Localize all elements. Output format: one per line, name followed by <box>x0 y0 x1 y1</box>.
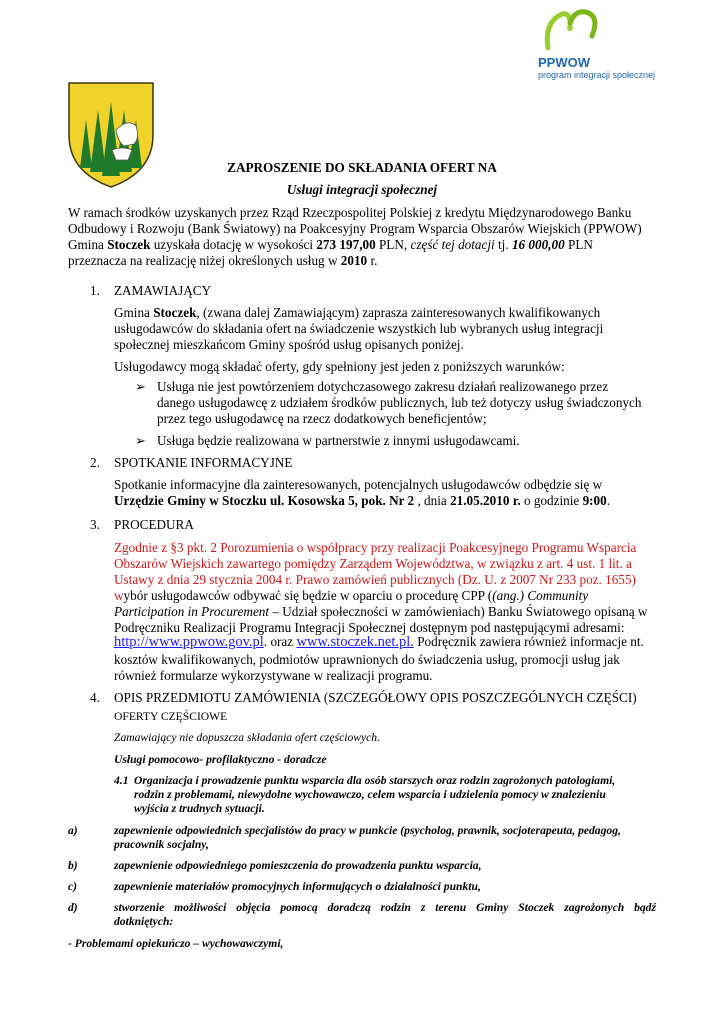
item-d-line1: stworzenie możliwości objęcia pomocą doradczą rodzin z terenu Gminy Stoczek zagrożonych bądź <box>114 901 656 914</box>
s1-bullet1-line1: Usługa nie jest powtórzeniem dotychczasowego zakresu działań realizowanego przez <box>157 379 609 394</box>
bullet-arrow-icon: ➢ <box>135 379 147 394</box>
stoczek-link[interactable]: www.stoczek.net.pl. <box>296 634 414 650</box>
s2-line1: Spotkanie informacyjne dla zainteresowanych, potencjalnych usługodawców odbędzie się w <box>114 477 603 492</box>
intro-line-1: W ramach środków uzyskanych przez Rząd Rzeczpospolitej Polskiej z kredytu Międzynarodowego Banku <box>68 205 632 220</box>
s1-para1-line2: usługodawców do składania ofert na świadczenie wszystkich lub wybranych usług integracji <box>114 321 604 336</box>
s1-para1-line3: społecznej mieszkańcom Gminy spośród usług opisanych poniżej. <box>114 337 464 352</box>
item-a-marker: a) <box>68 824 78 837</box>
intro-line-3: Gmina Stoczek uzyskała dotację w wysokości 273 197,00 PLN, część tej dotacji tj. 16 000,00 PLN <box>68 237 593 252</box>
section-4-heading: OPIS PRZEDMIOTU ZAMÓWIENIA (SZCZEGÓŁOWY OPIS POSZCZEGÓLNYCH CZĘŚCI) <box>114 690 637 705</box>
ppwow-logo-icon <box>540 8 610 58</box>
ppwow-logo-tagline: program integracji społecznej <box>538 70 656 80</box>
s3-line7: http://www.ppwow.gov.pl. oraz www.stoczek.net.pl. Podręcznik zawiera również informacje nt. <box>114 634 644 650</box>
s1-bullet1-line3: przez tego usługodawcę na rzecz dodatkowych beneficjentów; <box>157 411 487 426</box>
item-4-1-line2: rodzin z problemami, niewydolne wychowawczo, celem wsparcia i udzielenia pomocy w znalezieniu <box>134 788 606 801</box>
document-title: ZAPROSZENIE DO SKŁADANIA OFERT NA <box>227 160 497 175</box>
s3-line6: Podręczniku Realizacji Programu Integracji Społecznej dostępnym pod następującymi adresami: <box>114 620 625 635</box>
section-2-heading: SPOTKANIE INFORMACYJNE <box>114 455 293 470</box>
item-d-line2: dotkniętych: <box>114 915 174 928</box>
s4-services-heading: Usługi pomocowo- profilaktyczno - doradcze <box>114 753 327 766</box>
ppwow-link[interactable]: http://www.ppwow.gov.pl <box>114 634 264 650</box>
section-3-number: 3. <box>90 517 100 532</box>
s3-red-line2: Obszarów Wiejskich zawartego pomiędzy Zarządem Województwa, w związku z art. 4 ust. 1 lit. a <box>114 556 632 571</box>
item-4-1-line3: wyjścia z trudnych sytuacji. <box>134 802 265 815</box>
s1-bullet1-line2: danego usługodawcę z udziałem środków publicznych, lub też dotyczy usług świadczonych <box>157 395 642 410</box>
item-4-1-number: 4.1 <box>114 774 129 787</box>
s4-subheading: OFERTY CZĘŚCIOWE <box>114 710 228 723</box>
item-a-line1: zapewnienie odpowiednich specjalistów do pracy w punkcie (psycholog, prawnik, socjoterapeuta, pedagog, <box>114 824 621 837</box>
document-subtitle: Usługi integracji społecznej <box>286 182 438 197</box>
item-a-line2: pracownik socjalny, <box>114 838 209 851</box>
item-b-line1: zapewnienie odpowiedniego pomieszczenia do prowadzenia punktu wsparcia, <box>114 859 482 872</box>
item-4-1-line1: Organizacja i prowadzenie punktu wsparcia dla osób starszych oraz rodzin zagrożonych patologiami, <box>134 774 616 787</box>
item-c-line1: zapewnienie materiałów promocyjnych informujących o działalności punktu, <box>114 880 481 893</box>
s3-red-line3: Ustawy z dnia 29 stycznia 2004 r. Prawo zamówień publicznych (Dz. U. z 2007 Nr 233 poz. 1655) <box>114 572 636 587</box>
s1-bullet2: Usługa będzie realizowana w partnerstwie z innymi usługodawcami. <box>157 433 520 448</box>
s3-line4: wybór usługodawców odbywać się będzie w oparciu o procedurę CPP ((ang.) Community <box>114 588 589 603</box>
section-1-heading: ZAMAWIAJĄCY <box>114 283 212 298</box>
s1-para1-line1: Gmina Stoczek, (zwana dalej Zamawiającym) zaprasza zainteresowanych kwalifikowanych <box>114 305 601 320</box>
last-line: - Problemami opiekuńczo – wychowawczymi, <box>68 937 284 950</box>
section-2-number: 2. <box>90 455 100 470</box>
s1-para2: Usługodawcy mogą składać oferty, gdy spełniony jest jeden z poniższych warunków: <box>114 359 565 374</box>
item-b-marker: b) <box>68 859 78 872</box>
s2-line2: Urzędzie Gminy w Stoczku ul. Kosowska 5, pok. Nr 2 , dnia 21.05.2010 r. o godzinie 9:00. <box>114 493 611 508</box>
s3-red-line1: Zgodnie z §3 pkt. 2 Porozumienia o współpracy przy realizacji Poakcesyjnego Programu Wsparcia <box>114 540 637 555</box>
intro-line-2: Odbudowy i Rozwoju (Bank Światowy) na Poakcesyjny Program Wsparcia Obszarów Wiejskich (PPWOW) <box>68 221 642 236</box>
s3-line8: kosztów kwalifikowanych, podmiotów uprawnionych do świadczenia usług, promocji usług jak <box>114 652 620 667</box>
s4-note: Zamawiający nie dopuszcza składania ofert częściowych. <box>114 731 380 744</box>
section-3-heading: PROCEDURA <box>114 517 194 532</box>
s3-line9: również formularze wykorzystywane w realizacji programu. <box>114 668 433 683</box>
section-4-number: 4. <box>90 690 100 705</box>
item-c-marker: c) <box>68 880 78 893</box>
s3-line5: Participation in Procurement – Udział społeczności w zamówieniach) Banku Światowego opisaną w <box>114 604 648 619</box>
section-1-number: 1. <box>90 283 100 298</box>
bullet-arrow-icon: ➢ <box>135 433 147 448</box>
item-d-marker: d) <box>68 901 78 914</box>
intro-line-4: przeznacza na realizację niżej określonych usług w 2010 r. <box>68 253 378 268</box>
ppwow-logo-name: PPWOW <box>538 55 590 70</box>
